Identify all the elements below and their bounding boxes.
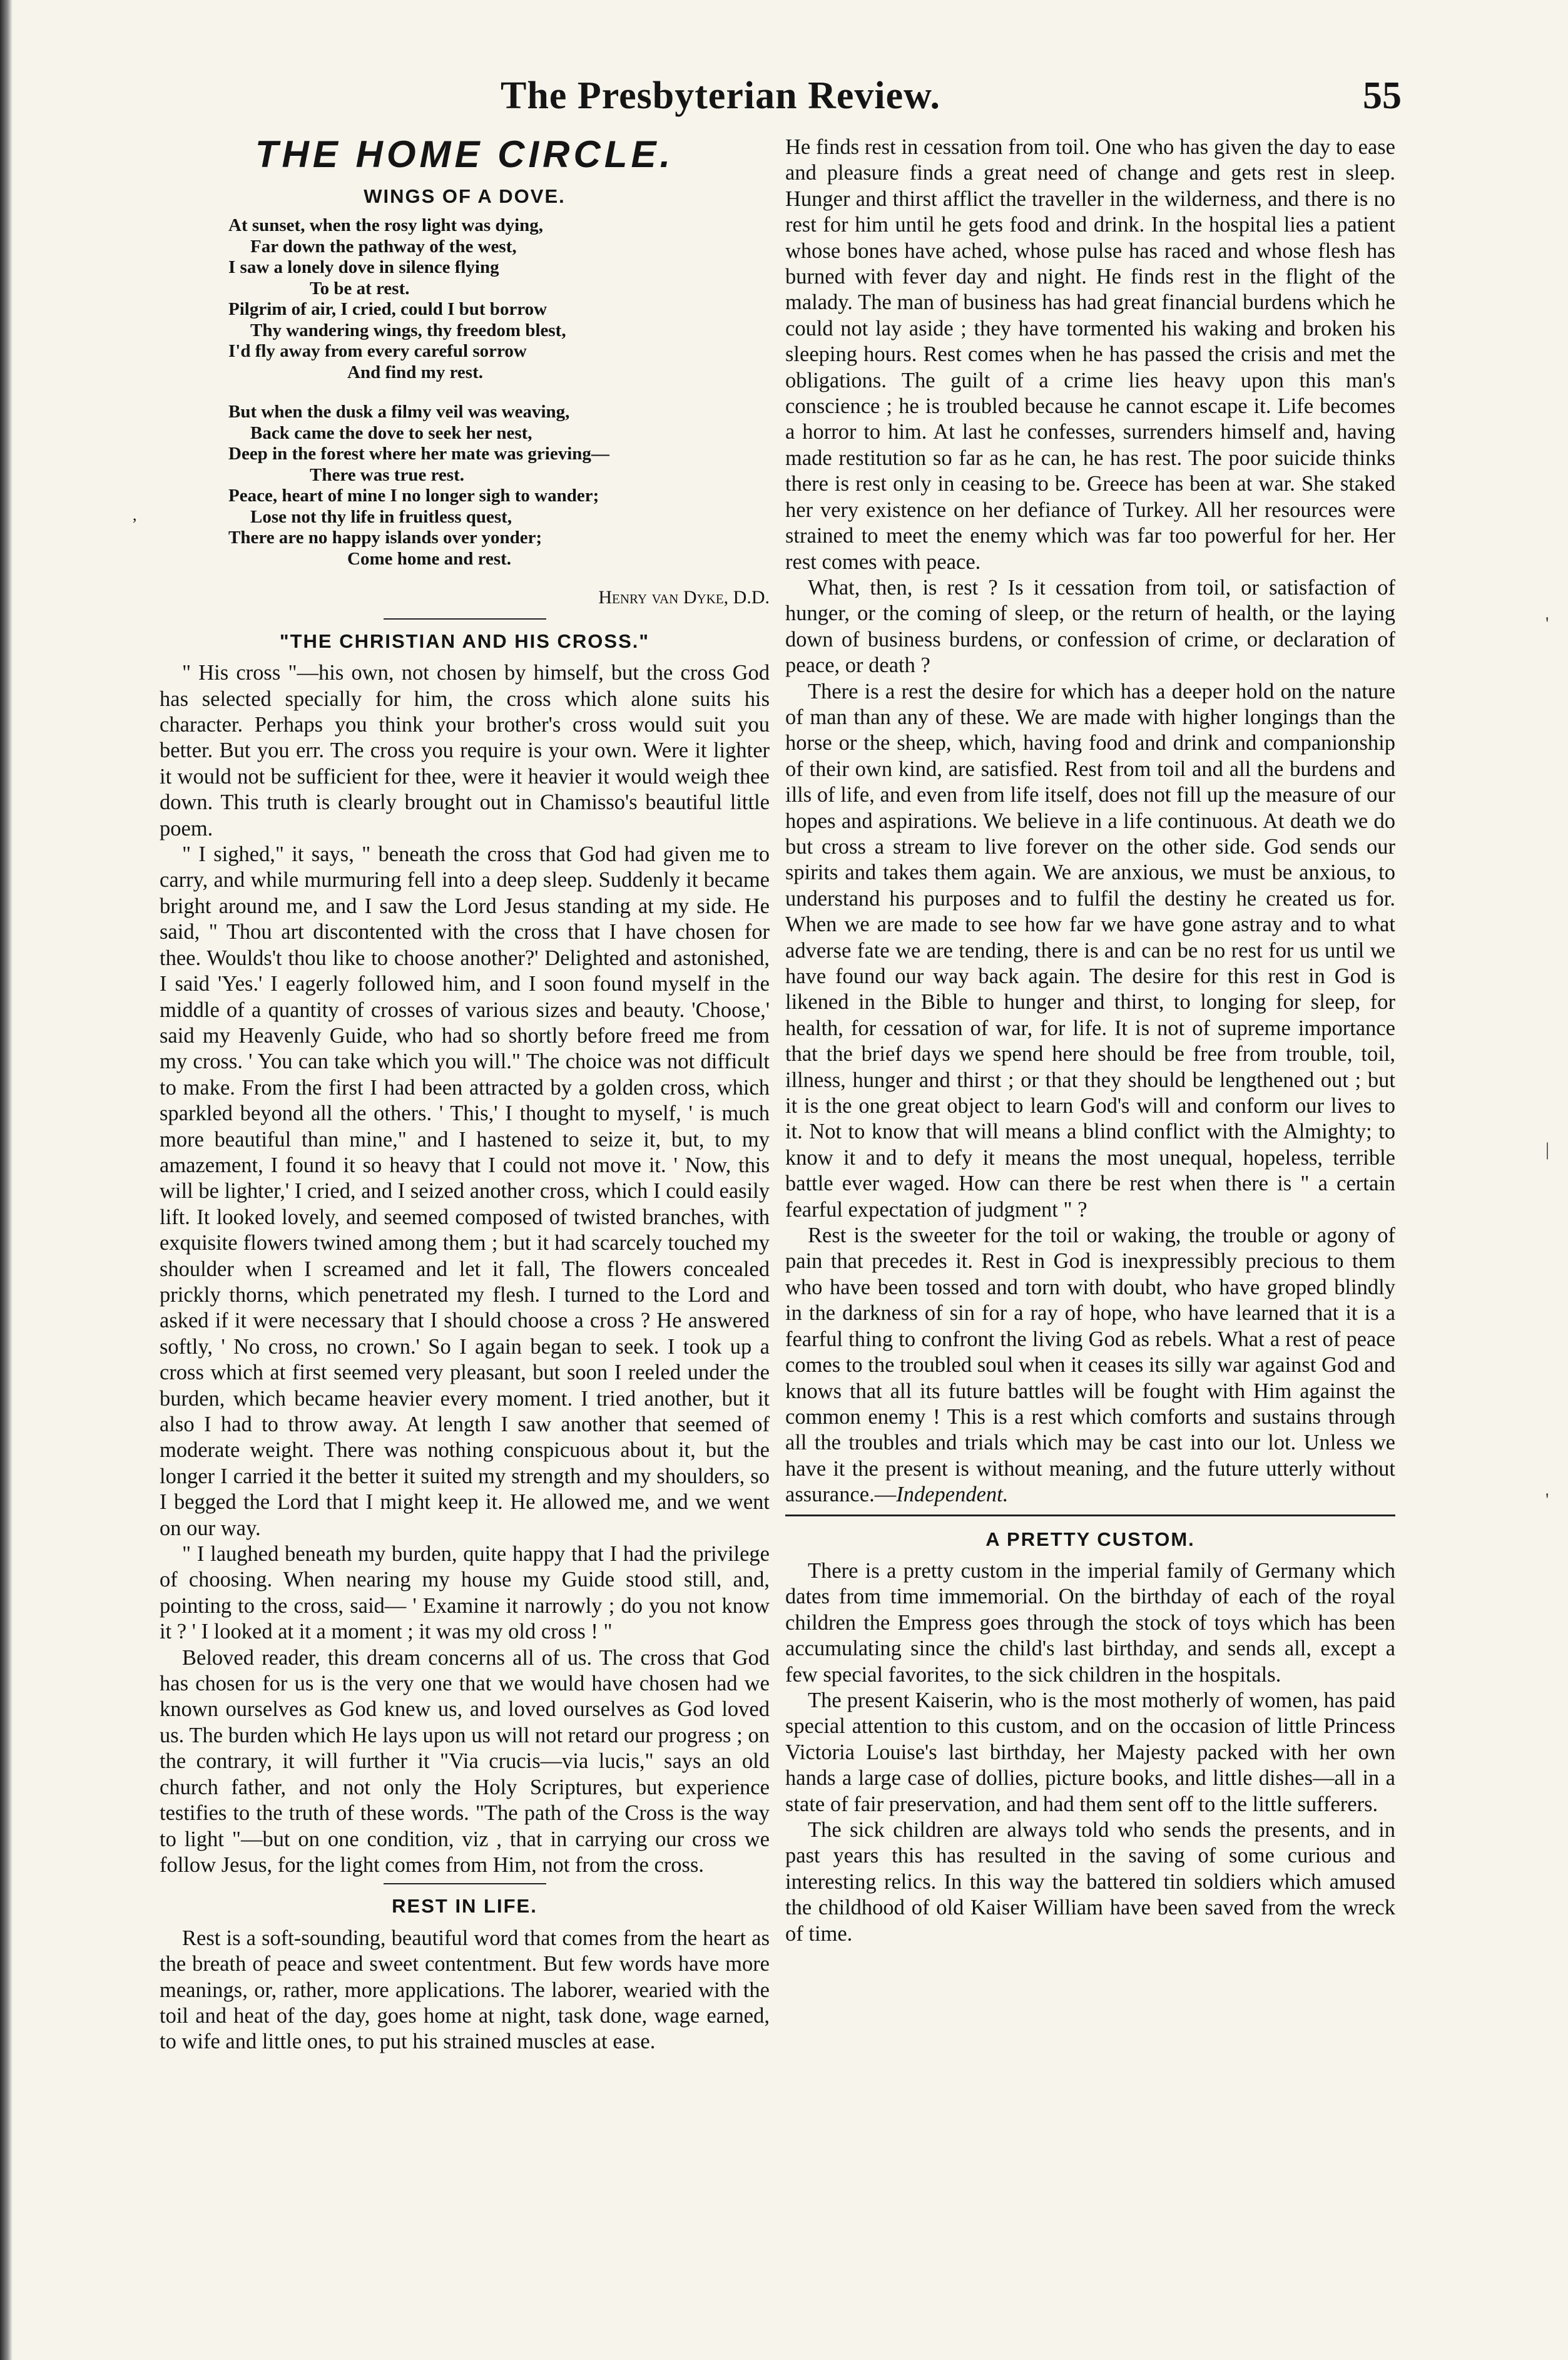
article-paragraph: " I sighed," it says, " beneath the cross that God had given me to carry, and while murmuring fell into a deep sleep. Suddenly it became bright around me, and I saw the Lord Jesus standing at my side. He said, " Thou art discontented with the cross that I have chosen for thee. Woulds't thou like to choose another?' Delighted and astonished, I said 'Yes.' I eagerly followed him, and I soon found myself in the middle of a quantity of crosses of various sizes and beauty. 'Choose,' said my Heavenly Guide, who had so shortly before freed me from my cross. ' You can take which you will." The choice was not difficult to make. From the first I had been attracted by a golden cross, which sparkled beyond all the others. ' This,' I thought to myself, ' is much more beautiful than mine," and I hastened to seize it, but, to my amazement, I found it so heavy that I could not move it. ' Now, this will be lighter,' I cried, and I seized another cross, which I could easily lift. It looked lovely, and seemed composed of twisted branches, with exquisite flowers twined among them ; but it had scarcely touched my shoulder when I screamed and let it fall, The flowers concealed prickly thorns, which penetrated my flesh. I turned to the Lord and asked if it were necessary that I should choose a cross ? He answered softly, ' No cross, no crown.' So I again began to seek. I took up a cross which at first seemed very pleasant, but soon I reeled under the burden, which became heavier every moment. I tried another, but it also I had to throw away. At length I saw another that seemed of moderate weight. There was nothing conspicuous about it, but the longer I carried it the better it suited my strength and my shoulders, so I begged the Lord that I might keep it. He allowed me, and we went on our way. [160,842,770,1540]
poem-line: I saw a lonely dove in silence flying [228,257,499,278]
article-paragraph: " I laughed beneath my burden, quite happy that I had the privilege of choosing. When nearing my house my Guide stood still, and, pointing to the cross, said— ' Examine it narrowly ; do you not know it ? ' I looked at it a moment ; it was my old cross ! " [160,1542,770,1644]
poem-line: Lose not thy life in fruitless quest, [250,506,512,527]
poem-line: But when the dusk a filmy veil was weaving, [228,402,570,422]
margin-mark: | [1545,1139,1550,1160]
article-title-pretty-custom: A PRETTY CUSTOM. [985,1528,1195,1550]
right-column [785,135,1395,1947]
margin-mark: ' [1545,613,1549,634]
article-paragraph: What, then, is rest ? Is it cessation from toil, or satisfaction of hunger, or the coming of sleep, or the return of health, or the laying down of business burdens, or confession of crime, or declaration of peace, or death ? [785,575,1395,678]
poem-line: Thy wandering wings, thy freedom blest, [250,320,566,340]
article-paragraph: He finds rest in cessation from toil. One who has given the day to ease and pleasure finds a great need of change and gets rest in sleep. Hunger and thirst afflict the traveller in the wilderness, and there is no rest for him until he gets food and drink. In the hospital lies a patient whose bones have ached, whose pulse has raced and whose flesh has burned with fever day and night. He finds rest in the flight of the malady. The man of business has had great financial burdens which he could not lay aside ; they have tormented his waking and broken his sleeping hours. Rest comes when he has passed the crisis and met the obligations. The guilt of a crime lies heavy upon this man's conscience ; he is troubled because he cannot escape it. Life becomes a horror to him. At last he confesses, surrenders himself and, having made restitution so far as he can, he has rest. The poor suicide thinks there is rest only in ceasing to be. Greece has been at war. She staked her very existence on her defiance of Turkey. All her resources were strained to meet the enemy which was far too powerful for her. Her rest comes with peace. [785,135,1395,574]
margin-mark: ' [1545,1489,1549,1510]
divider [384,618,546,620]
divider [384,1883,546,1884]
article-paragraph: Beloved reader, this dream concerns all of us. The cross that God has chosen for us is the very one that we would have chosen had we known ourselves as God knew us, and loved ourselves as God loved us. The burden which He lays upon us will not retard our progress ; on the contrary, it will further it "Via crucis—via lucis," says an old church father, and not only the Holy Scriptures, but experience testifies to the truth of these words. "The path of the Cross is the way to light "—but on one condition, viz , that in carrying our cross we follow Jesus, for the light comes from Him, not from the cross. [160,1645,770,1877]
article-paragraph: The present Kaiserin, who is the most motherly of women, has paid special attention to this custom, and on the occasion of little Princess Victoria Louise's last birthday, her Majesty packed with her own hands a large case of dollies, picture books, and little dishes—all in a state of fair preservation, and had them sent off to the little sufferers. [785,1688,1395,1816]
poem-stanza [228,402,770,570]
poem-title: WINGS OF A DOVE. [364,185,566,207]
poem-line: Peace, heart of mine I no longer sigh to wander; [228,486,599,506]
article-paragraph: " His cross "—his own, not chosen by himself, but the cross God has selected specially for him, the cross which alone suits his character. Perhaps you think your brother's cross would suit you better. But you err. The cross you require is your own. Were it lighter it would not be sufficient for thee, were it heavier it would weigh thee down. This truth is clearly brought out in Chamisso's beautiful little poem. [160,661,770,840]
article-title-rest-in-life: REST IN LIFE. [392,1895,537,1918]
article-title-christian-cross: "THE CHRISTIAN AND HIS CROSS." [279,630,650,652]
article-paragraph [785,1223,1395,1508]
poem-line: There was true rest. [310,464,464,485]
binding-edge [0,0,13,2360]
article-paragraph: There is a rest the desire for which has a deeper hold on the nature of man than any of these. We are made with higher longings than the horse or the sheep, which, having food and drink and companionship of their own kind, are satisfied. Rest from toil and all the burdens and ills of life, and even from life itself, does not fill up the measure of our hopes and aspirations. We believe in a life continuous. At death we do but cross a stream to live forever on the other side. God sends our spirits and takes them again. We are anxious, we must be anxious, to understand his purposes and to fulfil the destiny he created us for. When we are made to see how far we have gone astray and to what adverse fate we are tending, there is and can be no rest for us until we have found our way back again. The desire for this rest in God is likened in the Bible to hunger and thirst, to longing for sleep, for health, for cessation of war, for life. It is not of supreme importance that the brief days we spend here should be free from trouble, toil, illness, hunger and thirst ; or that they should be lengthened out ; but it is the one great object to learn God's will and conform our lives to it. Not to know that will means a blind conflict with the Almighty; to know it and to defy it means the most unequal, hopeless, terrible battle ever waged. How can there be rest when there is " a certain fearful expectation of judgment " ? [785,679,1395,1222]
poem-line: I'd fly away from every careful sorrow [228,341,527,362]
article-paragraph: Rest is a soft-sounding, beautiful word that comes from the heart as the breath of peace and sweet contentment. But few words have more meanings, or, rather, more applications. The laborer, wearied with the toil and heat of the day, goes home at night, task done, wage earned, to wife and little ones, to put his strained muscles at ease. [160,1926,770,2054]
poem-line: Deep in the forest where her mate was grieving— [228,444,609,464]
poem-stanza [228,215,770,383]
poem-line: And find my rest. [347,362,483,382]
article-paragraph: There is a pretty custom in the imperial family of Germany which dates from time immemorial. On the birthday of each of the royal children the Empress goes through the stock of toys which has been accumulating since the child's last birthday, and sends all, except a few special favorites, to the sick children in the hospitals. [785,1558,1395,1687]
page-number: 55 [1363,74,1402,117]
poem-line: Far down the pathway of the west, [250,236,517,257]
poem-author: Henry van Dyke, D.D. [598,587,770,608]
poem-line: Come home and rest. [347,548,512,569]
article-paragraph: The sick children are always told who sends the presents, and in past years this has resulted in the saving of some curious and interesting relics. In this way the battered tin soldiers which amused the childhood of old Kaiser William have been saved from the wreck of time. [785,1818,1395,1946]
poem-line: At sunset, when the rosy light was dying, [228,215,544,236]
poem-line: To be at rest. [310,278,410,299]
divider [785,1515,1395,1516]
left-column [160,135,770,2055]
journal-title: The Presbyterian Review. [501,74,941,117]
article-source: Independent. [896,1483,1009,1507]
article-paragraph-text: Rest is the sweeter for the toil or waking, the trouble or agony of pain that precedes it. Rest in God is inexpressibly precious to them who have been tossed and torn with doubt, who have groped blindly in the darkness of sin for a ray of hope, who have learned that it is a fearful thing to confront the living God as rebels. What a rest of peace comes to the troubled soul when it ceases its silly war against God and knows that all its future battles will be fought with Him against the common enemy ! This is a rest which comforts and sustains through all the troubles and trials which may be cast into our lot. Unless we have it the present is without meaning, and the future utterly without assurance.— [785,1223,1395,1507]
poem-line: Pilgrim of air, I cried, could I but borrow [228,299,547,320]
section-heading-home-circle: THE HOME CIRCLE. [255,133,675,175]
poem [160,215,770,570]
running-head [501,74,1402,124]
margin-mark: , [133,506,137,524]
poem-line: There are no happy islands over yonder; [228,528,542,548]
poem-line: Back came the dove to seek her nest, [250,422,532,443]
